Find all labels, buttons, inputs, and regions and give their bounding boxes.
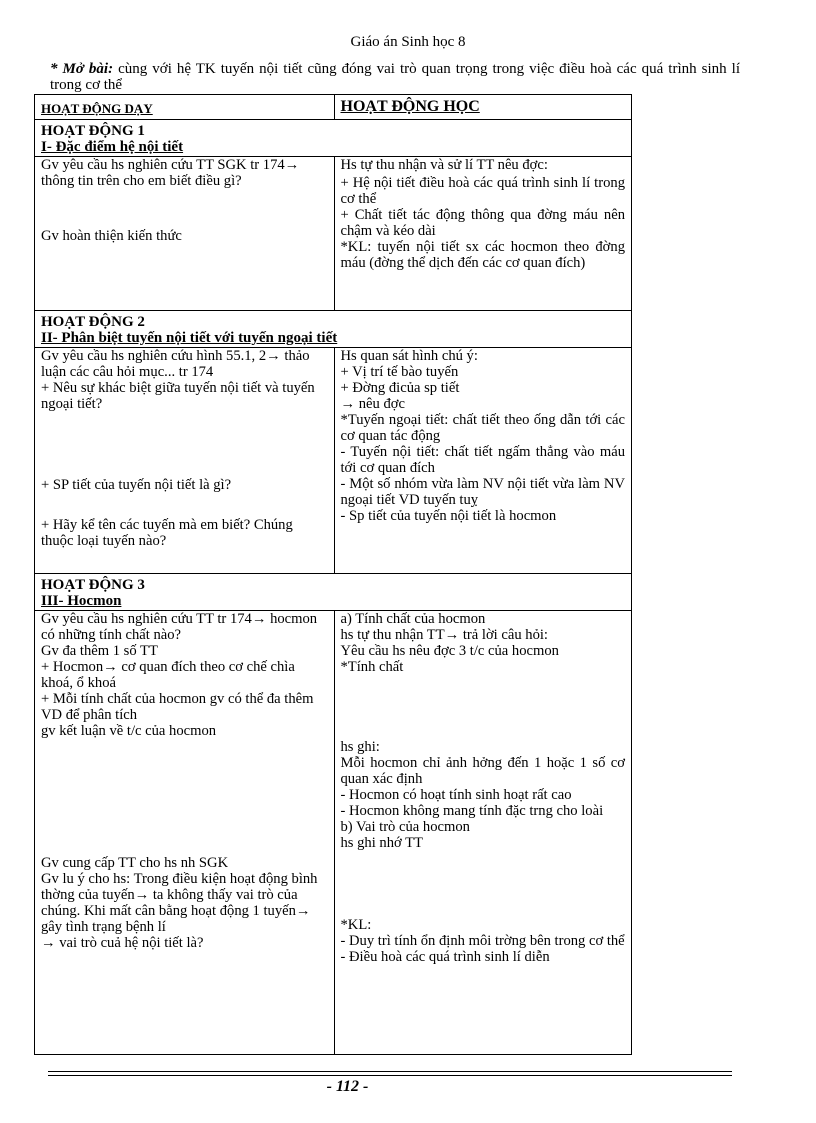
list-item: Gv yêu cầu hs nghiên cứu hình 55.1, 2→ thảo luận các câu hỏi mục... tr 174 [41, 348, 310, 380]
list-item: - Sp tiết của tuyến nội tiết là hocmon [340, 508, 557, 524]
list-item: + Hãy kể tên các tuyến mà em biết? Chúng thuộc loại tuyến nào? [41, 517, 293, 549]
list-item: a) Tính chất của hocmon [340, 611, 486, 627]
list-item: gv kết luận về t/c của hocmon [41, 723, 217, 739]
footer-divider-top [48, 1071, 732, 1072]
list-item: Hs tự thu nhận và sử lí TT nêu đợc: [340, 157, 548, 173]
list-item: Gv yêu cầu hs nghiên cứu TT tr 174→ hocmon có những tính chất nào? [41, 611, 318, 643]
list-item: + Vị trí tế bào tuyến [340, 364, 459, 380]
list-item: → vai trò cuả hệ nội tiết là? [41, 935, 204, 951]
activity-2-learning [334, 348, 632, 574]
activity-3-heading-row [35, 574, 632, 611]
list-item: b) Vai trò của hocmon [340, 819, 470, 835]
activity-2-teaching [35, 348, 335, 574]
list-item: hs tự thu nhận TT→ trả lời câu hỏi: [340, 627, 548, 643]
activity-3-content-row [35, 611, 632, 1055]
column-header-teaching: HOẠT ĐỘNG DẠY [35, 95, 335, 120]
list-item: Gv yêu cầu hs nghiên cứu TT SGK tr 174→ thông tin trên cho em biết điều gì? [41, 157, 300, 189]
activity-3-heading [35, 574, 632, 611]
list-item: + Nêu sự khác biệt giữa tuyến nội tiết và tuyến ngoại tiết? [41, 380, 315, 412]
list-item: *Tính chất [340, 659, 404, 675]
activity-3-subtitle: III- Hocmon [41, 593, 122, 609]
list-item: *KL: tuyến nội tiết sx các hocmon theo đờng máu (đờng thể dịch đến các cơ quan đích) [340, 239, 625, 271]
list-item: hs ghi nhớ TT [340, 835, 423, 851]
list-item: *Tuyến ngoại tiết: chất tiết theo ống dẫn tới các cơ quan tác động [340, 412, 625, 444]
activity-1-learning [334, 157, 632, 311]
activity-1-title: HOẠT ĐỘNG 1 [41, 123, 145, 139]
activity-2-title: HOẠT ĐỘNG 2 [41, 314, 145, 330]
list-item: - Duy trì tính ổn định môi trờng bên trong cơ thể [340, 933, 625, 949]
activity-1-heading [35, 120, 632, 157]
table-header-row [35, 95, 632, 120]
page-header: Giáo án Sinh học 8 [350, 34, 466, 50]
list-item: hs ghi: [340, 739, 380, 755]
activity-2-heading [35, 311, 632, 348]
list-item: + Mỗi tính chất của hocmon gv có thể đa thêm VD để phân tích [41, 691, 314, 723]
list-item: Mỗi hocmon chỉ ảnh hởng đến 1 hoặc 1 số cơ quan xác định [340, 755, 625, 787]
list-item: Gv hoàn thiện kiến thức [41, 228, 182, 244]
list-item: + Đờng đicủa sp tiết [340, 380, 460, 396]
list-item: Gv đa thêm 1 số TT [41, 643, 158, 659]
intro-lead: * Mở bài: [50, 61, 114, 77]
activity-2-subtitle: II- Phân biệt tuyến nội tiết với tuyến ngoại tiết [41, 330, 338, 346]
page-number: - 112 - [326, 1078, 369, 1095]
list-item: - Hocmon không mang tính đặc trng cho loài [340, 803, 604, 819]
footer-divider-bottom [48, 1075, 732, 1076]
list-item: Hs quan sát hình chú ý: [340, 348, 478, 364]
list-item: - Hocmon có hoạt tính sinh hoạt rất cao [340, 787, 572, 803]
list-item: - Một số nhóm vừa làm NV nội tiết vừa làm NV ngoại tiết VD tuyến tuỵ [340, 476, 625, 508]
list-item: + Chất tiết tác động thông qua đờng máu nên chậm và kéo dài [340, 207, 625, 239]
activity-1-subtitle: I- Đặc điểm hệ nội tiết [41, 139, 184, 155]
intro-text: cùng với hệ TK tuyến nội tiết cũng đóng vai trò quan trọng trong việc điều hoà các quá trình sinh lí trong cơ thể [50, 61, 740, 93]
list-item: + Hệ nội tiết điều hoà các quá trình sinh lí trong cơ thể [340, 175, 625, 207]
list-item: → nêu đợc [340, 396, 405, 412]
activity-1-teaching [35, 157, 335, 311]
list-item: Gv cung cấp TT cho hs nh SGK [41, 855, 229, 871]
list-item: + SP tiết của tuyến nội tiết là gì? [41, 477, 232, 493]
lesson-table [34, 94, 632, 1055]
list-item: - Tuyến nội tiết: chất tiết ngấm thẳng vào máu tới cơ quan đích [340, 444, 625, 476]
list-item: *KL: [340, 917, 372, 933]
list-item: - Điều hoà các quá trình sinh lí diễn [340, 949, 550, 965]
list-item: + Hocmon→ cơ quan đích theo cơ chế chìa khoá, ổ khoá [41, 659, 295, 691]
list-item: Gv lu ý cho hs: Trong điều kiện hoạt động bình thờng của tuyến→ ta không thấy vai trò của chúng. Khi mất cân bằng hoạt động 1 tuyến→ gây tình trạng bệnh lí [41, 871, 318, 935]
intro-paragraph [50, 61, 740, 93]
activity-1-content-row [35, 157, 632, 311]
activity-2-content-row [35, 348, 632, 574]
activity-3-title: HOẠT ĐỘNG 3 [41, 577, 145, 593]
activity-2-heading-row [35, 311, 632, 348]
activity-1-heading-row [35, 120, 632, 157]
list-item: Yêu cầu hs nêu đợc 3 t/c của hocmon [340, 643, 559, 659]
column-header-learning: HOẠT ĐỘNG HỌC [334, 95, 632, 120]
activity-3-teaching [35, 611, 335, 1055]
activity-3-learning [334, 611, 632, 1055]
